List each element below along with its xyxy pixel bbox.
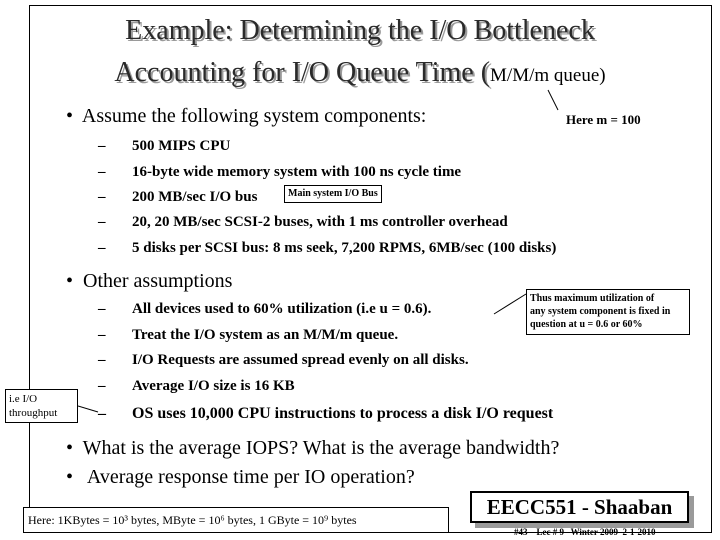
slide-title-line2 [40,58,680,91]
bullet-other-text: Other assumptions [83,270,233,292]
title-line2-paren: M/M/m queue) [490,65,606,86]
throughput-pointer-line [78,400,100,416]
bullet-assume-text: Assume the following system components: [81,105,427,127]
list-item: – Average I/O size is 16 KB [98,378,295,394]
course-name: EECC551 - Shaaban [486,495,673,519]
list-item: – I/O Requests are assumed spread evenly on all disks. [98,352,469,368]
utilization-note: Thus maximum utilization of any system component is fixed in question at u = 0.6 or 60% [526,289,690,335]
m-note: Here m = 100 [566,112,641,127]
question-1: • What is the average IOPS? What is the average bandwidth? [66,437,560,459]
title-line2-main: Accounting for I/O Queue Time ( [114,57,491,88]
date: 2-1-2010 [622,527,656,537]
util-pointer-line [488,290,528,320]
bullet-other [66,269,232,293]
list-item: – 5 disks per SCSI bus: 8 ms seek, 7,200 RPMS, 6MB/sec (100 disks) [98,240,557,256]
throughput-note: i.e I/O throughput [5,389,78,423]
slide-title-line1: Example: Determining the I/O Bottleneck [125,15,595,46]
list-item: – OS uses 10,000 CPU instructions to process a disk I/O request [98,405,554,422]
term: Winter 2009 [570,527,619,537]
list-item: – 16-byte wide memory system with 100 ns cycle time [98,164,462,180]
bullet-glyph: • [66,270,74,292]
list-item: – All devices used to 60% utilization (i.e u = 0.6). [98,301,432,317]
bus-label-box: Main system I/O Bus [284,185,382,203]
slide-number: #43 [514,527,528,537]
note-pointer-line [545,88,565,112]
course-badge [470,491,689,523]
bullet-glyph: • [66,105,74,127]
list-item: – 200 MB/sec I/O bus [98,189,258,205]
list-item: – 20, 20 MB/sec SCSI-2 buses, with 1 ms controller overhead [98,214,508,230]
units-note: Here: 1KBytes = 10³ bytes, MByte = 10⁶ bytes, 1 GByte = 10⁹ bytes [23,507,449,533]
list-item: – 500 MIPS CPU [98,138,231,154]
slide-meta [514,527,656,538]
question-2: • Average response time per IO operation? [66,466,415,488]
list-item: – Treat the I/O system as an M/M/m queue. [98,327,399,343]
lecture-number: Lec # 9 [536,527,564,537]
bullet-assume [66,104,426,128]
